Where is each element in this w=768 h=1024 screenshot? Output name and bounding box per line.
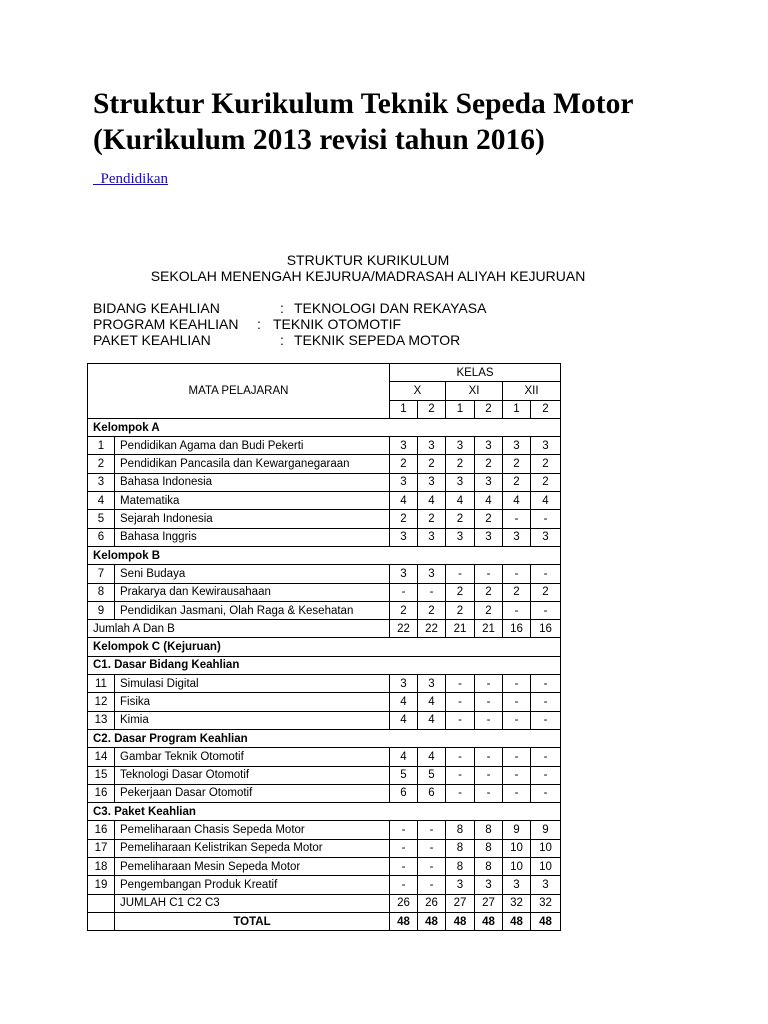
value-cell: 2: [390, 601, 418, 619]
value-cell: -: [446, 693, 475, 711]
value-cell: 2: [503, 455, 531, 473]
value-cell: 3: [390, 565, 418, 583]
row-number: 17: [88, 839, 115, 857]
total-value-cell: 48: [418, 912, 446, 930]
value-cell: 2: [390, 510, 418, 528]
value-cell: 3: [503, 876, 531, 894]
value-cell: -: [503, 675, 531, 693]
row-number: 3: [88, 473, 115, 491]
total-number-cell: [88, 912, 115, 930]
row-number: 9: [88, 601, 115, 619]
category-link-label: Pendidikan: [100, 171, 168, 187]
table-row: [88, 492, 561, 510]
value-cell: 26: [418, 894, 446, 912]
value-cell: -: [446, 766, 475, 784]
value-cell: 3: [390, 675, 418, 693]
value-cell: -: [475, 766, 503, 784]
group-label: C2. Dasar Program Keahlian: [88, 729, 561, 747]
value-cell: 5: [418, 766, 446, 784]
program-keahlian-label: PROGRAM KEAHLIAN: [93, 316, 239, 332]
value-cell: 2: [475, 601, 503, 619]
document-heading-2: SEKOLAH MENENGAH KEJURUA/MADRASAH ALIYAH KEJURUAN: [150, 268, 586, 284]
row-number: 19: [88, 876, 115, 894]
row-number: 1: [88, 437, 115, 455]
value-cell: 3: [475, 876, 503, 894]
value-cell: 2: [475, 583, 503, 601]
value-cell: -: [475, 748, 503, 766]
subject-name: Pemeliharaan Kelistrikan Sepeda Motor: [115, 839, 390, 857]
header-semester: 2: [531, 400, 561, 418]
value-cell: 2: [446, 601, 475, 619]
value-cell: -: [390, 839, 418, 857]
table-row: [88, 528, 561, 546]
value-cell: 2: [475, 455, 503, 473]
curriculum-table: [87, 363, 561, 931]
group-label: C1. Dasar Bidang Keahlian: [88, 656, 561, 674]
table-row: [88, 565, 561, 583]
subject-name: Simulasi Digital: [115, 675, 390, 693]
table-row: [88, 839, 561, 857]
paket-keahlian-separator: :: [280, 332, 284, 348]
row-number: 5: [88, 510, 115, 528]
value-cell: 3: [475, 473, 503, 491]
sum-row: [88, 620, 561, 638]
table-row: [88, 473, 561, 491]
value-cell: 3: [446, 528, 475, 546]
row-number: 4: [88, 492, 115, 510]
header-mata-pelajaran: MATA PELAJARAN: [88, 364, 390, 419]
value-cell: 4: [390, 693, 418, 711]
table-row: [88, 583, 561, 601]
row-number: 18: [88, 858, 115, 876]
table-row: [88, 675, 561, 693]
paket-keahlian-value: TEKNIK SEPEDA MOTOR: [294, 332, 461, 348]
value-cell: 22: [390, 620, 418, 638]
total-value-cell: 48: [503, 912, 531, 930]
row-number: 12: [88, 693, 115, 711]
value-cell: 3: [390, 528, 418, 546]
value-cell: 27: [475, 894, 503, 912]
group-label: C3. Paket Keahlian: [88, 803, 561, 821]
table-row: [88, 894, 561, 912]
total-value-cell: 48: [531, 912, 561, 930]
subject-name: Gambar Teknik Otomotif: [115, 748, 390, 766]
table-row: [88, 858, 561, 876]
value-cell: -: [531, 766, 561, 784]
value-cell: -: [390, 858, 418, 876]
subject-name: Pendidikan Pancasila dan Kewarganegaraan: [115, 455, 390, 473]
value-cell: 3: [418, 437, 446, 455]
article-title: [93, 86, 733, 158]
table-row: [88, 510, 561, 528]
value-cell: 2: [418, 601, 446, 619]
value-cell: -: [390, 876, 418, 894]
value-cell: 10: [503, 858, 531, 876]
subject-name: Teknologi Dasar Otomotif: [115, 766, 390, 784]
subject-name: Pekerjaan Dasar Otomotif: [115, 784, 390, 802]
value-cell: -: [418, 583, 446, 601]
total-value-cell: 48: [390, 912, 418, 930]
row-number: [88, 894, 115, 912]
value-cell: 2: [446, 455, 475, 473]
value-cell: -: [503, 784, 531, 802]
value-cell: 27: [446, 894, 475, 912]
category-link-pendidikan[interactable]: [93, 171, 168, 188]
row-number: 16: [88, 784, 115, 802]
value-cell: 8: [446, 858, 475, 876]
bidang-keahlian-separator: :: [280, 300, 284, 316]
table-row: [88, 693, 561, 711]
value-cell: -: [446, 675, 475, 693]
group-label: Kelompok C (Kejuruan): [88, 638, 561, 656]
value-cell: 6: [418, 784, 446, 802]
table-row: [88, 601, 561, 619]
value-cell: 9: [503, 821, 531, 839]
value-cell: 2: [531, 455, 561, 473]
value-cell: -: [531, 510, 561, 528]
value-cell: 3: [531, 876, 561, 894]
subject-name: Bahasa Inggris: [115, 528, 390, 546]
row-number: 15: [88, 766, 115, 784]
group-label: Kelompok B: [88, 546, 561, 564]
header-semester: 1: [503, 400, 531, 418]
subject-name: Fisika: [115, 693, 390, 711]
article-title-line1: Struktur Kurikulum Teknik Sepeda Motor: [93, 88, 634, 120]
value-cell: 8: [475, 821, 503, 839]
value-cell: -: [390, 821, 418, 839]
row-number: 16: [88, 821, 115, 839]
value-cell: 32: [531, 894, 561, 912]
row-number: 14: [88, 748, 115, 766]
bidang-keahlian-value: TEKNOLOGI DAN REKAYASA: [294, 300, 487, 316]
group-label: Kelompok A: [88, 418, 561, 436]
value-cell: -: [475, 675, 503, 693]
table-row: [88, 821, 561, 839]
header-semester: 2: [418, 400, 446, 418]
paket-keahlian-line: [93, 332, 460, 348]
value-cell: -: [503, 711, 531, 729]
subject-name: JUMLAH C1 C2 C3: [115, 894, 390, 912]
header-row-kelas: [88, 364, 561, 382]
program-keahlian-separator: :: [257, 316, 261, 332]
value-cell: 2: [446, 510, 475, 528]
row-number: 6: [88, 528, 115, 546]
value-cell: 3: [531, 528, 561, 546]
value-cell: 21: [446, 620, 475, 638]
header-semester: 2: [475, 400, 503, 418]
total-row: [88, 912, 561, 930]
value-cell: 4: [475, 492, 503, 510]
value-cell: -: [446, 784, 475, 802]
total-value-cell: 48: [446, 912, 475, 930]
group-row: [88, 803, 561, 821]
group-row: [88, 656, 561, 674]
value-cell: 32: [503, 894, 531, 912]
value-cell: 3: [390, 473, 418, 491]
value-cell: 3: [418, 675, 446, 693]
group-row: [88, 729, 561, 747]
row-number: 7: [88, 565, 115, 583]
value-cell: 8: [446, 821, 475, 839]
value-cell: -: [531, 711, 561, 729]
total-label: TOTAL: [115, 912, 390, 930]
value-cell: 10: [531, 839, 561, 857]
value-cell: 3: [446, 437, 475, 455]
value-cell: 2: [503, 473, 531, 491]
subject-name: Pemeliharaan Chasis Sepeda Motor: [115, 821, 390, 839]
program-keahlian-value: TEKNIK OTOMOTIF: [273, 316, 402, 332]
table-row: [88, 748, 561, 766]
value-cell: -: [475, 711, 503, 729]
row-number: 2: [88, 455, 115, 473]
bidang-keahlian-line: [93, 300, 486, 316]
value-cell: -: [418, 839, 446, 857]
value-cell: 10: [531, 858, 561, 876]
total-value-cell: 48: [475, 912, 503, 930]
value-cell: 16: [531, 620, 561, 638]
value-cell: -: [475, 693, 503, 711]
program-keahlian-line: [93, 316, 401, 332]
header-grade: XI: [446, 382, 503, 400]
value-cell: 2: [390, 455, 418, 473]
header-semester: 1: [446, 400, 475, 418]
group-row: [88, 638, 561, 656]
value-cell: 3: [503, 437, 531, 455]
value-cell: -: [418, 876, 446, 894]
value-cell: -: [531, 693, 561, 711]
value-cell: 2: [531, 583, 561, 601]
value-cell: 4: [531, 492, 561, 510]
value-cell: 5: [390, 766, 418, 784]
value-cell: 3: [446, 473, 475, 491]
value-cell: -: [475, 784, 503, 802]
value-cell: -: [475, 565, 503, 583]
value-cell: 3: [446, 876, 475, 894]
value-cell: -: [503, 510, 531, 528]
row-number: 13: [88, 711, 115, 729]
value-cell: 2: [475, 510, 503, 528]
value-cell: 3: [418, 528, 446, 546]
value-cell: -: [503, 565, 531, 583]
value-cell: -: [503, 766, 531, 784]
value-cell: 16: [503, 620, 531, 638]
value-cell: -: [503, 748, 531, 766]
subject-name: Matematika: [115, 492, 390, 510]
value-cell: 4: [390, 492, 418, 510]
value-cell: 2: [503, 583, 531, 601]
header-grade: XII: [503, 382, 561, 400]
value-cell: 3: [418, 473, 446, 491]
value-cell: -: [446, 565, 475, 583]
value-cell: 6: [390, 784, 418, 802]
subject-name: Pendidikan Jasmani, Olah Raga & Kesehatan: [115, 601, 390, 619]
value-cell: -: [531, 565, 561, 583]
row-number: 8: [88, 583, 115, 601]
value-cell: 3: [531, 437, 561, 455]
row-number: 11: [88, 675, 115, 693]
value-cell: 4: [390, 748, 418, 766]
group-row: [88, 418, 561, 436]
table-row: [88, 455, 561, 473]
table-row: [88, 784, 561, 802]
value-cell: 4: [446, 492, 475, 510]
article-title-line2: (Kurikulum 2013 revisi tahun 2016): [93, 124, 545, 156]
value-cell: -: [531, 601, 561, 619]
subject-name: Pendidikan Agama dan Budi Pekerti: [115, 437, 390, 455]
value-cell: 9: [531, 821, 561, 839]
subject-name: Prakarya dan Kewirausahaan: [115, 583, 390, 601]
subject-name: Pengembangan Produk Kreatif: [115, 876, 390, 894]
value-cell: 21: [475, 620, 503, 638]
subject-name: Pemeliharaan Mesin Sepeda Motor: [115, 858, 390, 876]
value-cell: 3: [503, 528, 531, 546]
value-cell: 22: [418, 620, 446, 638]
value-cell: 2: [418, 455, 446, 473]
subject-name: Kimia: [115, 711, 390, 729]
value-cell: -: [531, 748, 561, 766]
bidang-keahlian-label: BIDANG KEAHLIAN: [93, 300, 220, 316]
table-row: [88, 437, 561, 455]
value-cell: 4: [418, 492, 446, 510]
value-cell: 4: [390, 711, 418, 729]
value-cell: 8: [446, 839, 475, 857]
value-cell: 3: [475, 437, 503, 455]
group-row: [88, 546, 561, 564]
value-cell: -: [531, 784, 561, 802]
value-cell: -: [418, 821, 446, 839]
value-cell: 2: [531, 473, 561, 491]
value-cell: -: [446, 711, 475, 729]
value-cell: 2: [418, 510, 446, 528]
header-semester: 1: [390, 400, 418, 418]
value-cell: 8: [475, 858, 503, 876]
value-cell: -: [503, 693, 531, 711]
paket-keahlian-label: PAKET KEAHLIAN: [93, 332, 211, 348]
value-cell: -: [446, 748, 475, 766]
header-kelas: KELAS: [390, 364, 561, 382]
subject-name: Sejarah Indonesia: [115, 510, 390, 528]
value-cell: 10: [503, 839, 531, 857]
value-cell: 4: [418, 711, 446, 729]
document-heading-1: STRUKTUR KURIKULUM: [286, 252, 450, 268]
subject-name: Bahasa Indonesia: [115, 473, 390, 491]
value-cell: -: [531, 675, 561, 693]
value-cell: 8: [475, 839, 503, 857]
value-cell: 3: [418, 565, 446, 583]
table-row: [88, 766, 561, 784]
value-cell: 3: [390, 437, 418, 455]
table-row: [88, 876, 561, 894]
value-cell: -: [503, 601, 531, 619]
value-cell: 2: [446, 583, 475, 601]
table-row: [88, 711, 561, 729]
value-cell: -: [418, 858, 446, 876]
value-cell: 4: [418, 693, 446, 711]
value-cell: 4: [503, 492, 531, 510]
value-cell: 26: [390, 894, 418, 912]
value-cell: -: [390, 583, 418, 601]
header-grade: X: [390, 382, 446, 400]
value-cell: 4: [418, 748, 446, 766]
value-cell: 3: [475, 528, 503, 546]
subject-name: Seni Budaya: [115, 565, 390, 583]
sum-label: Jumlah A Dan B: [88, 620, 390, 638]
